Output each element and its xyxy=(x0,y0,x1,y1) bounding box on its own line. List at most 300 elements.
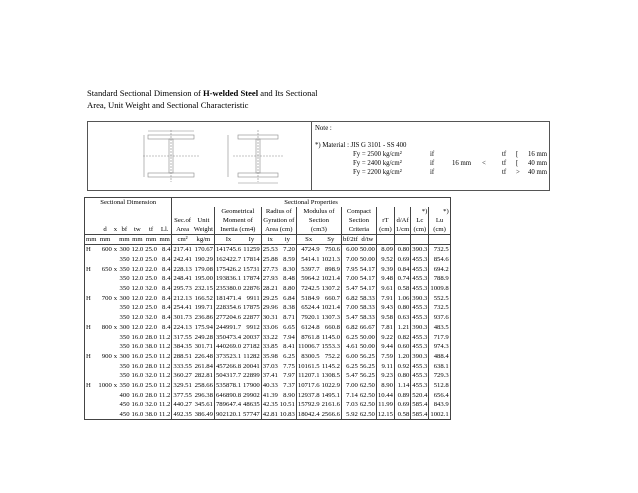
cell-bf2tf: 6.25 xyxy=(346,362,358,370)
hdr-mod-2: Section xyxy=(296,216,341,225)
cell-d: 900 xyxy=(101,352,112,360)
hdr-rad-2: Gyration of xyxy=(261,216,296,225)
cell-Lc: 390.3 xyxy=(412,323,428,331)
cell-ll: 8.4 xyxy=(158,264,172,274)
cell-bf2tf: 7.00 xyxy=(346,381,358,389)
hdr-comp-2: Section xyxy=(341,216,376,225)
section-drawing-box xyxy=(87,121,311,191)
header-row-3 xyxy=(85,216,451,225)
cell-iy: 8.71 xyxy=(279,313,297,323)
hdr-mod-3: (cm3) xyxy=(296,225,341,235)
cell-x: x xyxy=(113,381,118,389)
cell-weight: 282.81 xyxy=(194,372,213,380)
hdr-rT-unit: (cm) xyxy=(376,225,394,235)
table-row xyxy=(85,313,451,323)
cell-h: H xyxy=(85,264,98,274)
cell-iy: 8.80 xyxy=(279,284,297,294)
cell-h xyxy=(85,255,98,265)
table-row xyxy=(85,303,451,313)
cell-bf: 350 xyxy=(119,333,130,341)
cell-d xyxy=(97,371,112,381)
cell-area: 301.73 xyxy=(173,314,192,322)
limit-2: 40 mm xyxy=(528,160,548,167)
cell-dAf: 0.74 xyxy=(394,274,410,284)
cell-bf: 350 xyxy=(119,265,130,273)
hdr-mod-1: Modulus of xyxy=(296,207,341,216)
cell-Sy: 1307.2 xyxy=(321,285,340,293)
cell-dtw: 54.17 xyxy=(359,285,375,293)
cell-ll: 8.4 xyxy=(158,293,172,303)
cell-Ix: 535878.1 xyxy=(215,381,242,389)
cell-dtw: 54.17 xyxy=(359,275,375,283)
cell-tf: 25.0 xyxy=(145,275,157,283)
cell-h xyxy=(85,303,98,313)
cell-weight: 301.71 xyxy=(194,343,213,351)
cell-weight: 386.49 xyxy=(194,411,213,419)
hdr-bf: bf xyxy=(121,226,128,233)
cell-ix: 25.88 xyxy=(262,256,278,264)
cell-Lu: 1009.8 xyxy=(430,285,449,293)
cell-Sy: 660.8 xyxy=(321,323,342,333)
cell-h xyxy=(85,361,98,371)
table-row xyxy=(85,381,451,391)
cell-tf: 28.0 xyxy=(145,391,157,399)
cell-tf: 25.0 xyxy=(145,304,157,312)
cell-dAf: 0.80 xyxy=(394,371,410,381)
cell-weight: 166.52 xyxy=(194,294,213,302)
cell-bf: 350 xyxy=(119,256,130,264)
gt-sign: > xyxy=(516,169,520,176)
hdr-comp-3: Criteria xyxy=(341,225,376,235)
cell-Lu: 483.5 xyxy=(429,323,450,333)
table-row xyxy=(85,361,451,371)
hdr-unit: Unit xyxy=(193,216,215,225)
cell-ll: 8.4 xyxy=(158,284,172,294)
cell-Iy: 57747 xyxy=(243,411,260,419)
cell-ix: 37.03 xyxy=(262,362,278,370)
cell-dtw: 50.00 xyxy=(359,343,375,351)
cell-area: 212.13 xyxy=(173,294,192,302)
cell-bf2tf: 5.47 xyxy=(346,285,358,293)
cell-iy: 8.48 xyxy=(279,274,297,284)
cell-iy: 7.97 xyxy=(279,371,297,381)
cell-tw: 16.0 xyxy=(131,362,144,370)
cell-h: H xyxy=(85,381,98,391)
cell-Iy: 48635 xyxy=(243,401,260,409)
unit-cm2: cm² xyxy=(172,235,193,245)
cell-area: 254.41 xyxy=(173,304,192,312)
unit-mm-4: mm xyxy=(132,236,143,243)
cell-weight: 296.38 xyxy=(194,391,213,399)
cell-Sx: 8761.8 xyxy=(301,333,320,341)
cell-area: 224.13 xyxy=(173,323,192,331)
cell-ll: 11.2 xyxy=(158,343,171,351)
cell-ll: 8.4 xyxy=(158,313,172,323)
cell-Iy: 22899 xyxy=(243,372,260,380)
cell-bf: 350 xyxy=(119,362,130,370)
cell-iy: 6.65 xyxy=(279,323,297,333)
cell-Lc: 455.3 xyxy=(412,275,428,283)
note-box xyxy=(311,121,550,191)
cell-dtw: 58.33 xyxy=(359,304,375,312)
cell-Lu: 732.5 xyxy=(429,245,450,255)
cell-area: 377.55 xyxy=(173,391,192,399)
cell-bf2tf: 7.00 xyxy=(346,304,358,312)
hdr-sec-of: Sec.of xyxy=(174,217,192,224)
cell-Sy: 1021.3 xyxy=(321,256,340,264)
fy-1: Fy = 2500 kg/cm² xyxy=(353,151,402,158)
cell-ix: 41.39 xyxy=(262,391,278,399)
cell-Iy: 17875 xyxy=(243,304,260,312)
cell-Lu: 729.3 xyxy=(429,371,450,381)
cell-tw: 12.0 xyxy=(131,294,144,302)
cell-Ix: 162422.7 xyxy=(215,256,242,264)
cell-ix: 29.25 xyxy=(262,294,278,302)
table-row xyxy=(85,342,451,352)
cell-Sx: 10717.6 xyxy=(297,381,320,389)
cell-dtw: 62.50 xyxy=(359,381,375,389)
cell-Sy: 1022.9 xyxy=(321,381,340,389)
cell-tf: 32.0 xyxy=(145,372,157,380)
cell-Lu: 488.4 xyxy=(429,352,450,362)
cell-bf: 350 xyxy=(119,314,130,322)
cell-Sy: 1308.5 xyxy=(321,372,340,380)
hdr-geom-3: Inertia (cm4) xyxy=(214,225,261,235)
cell-dAf: 0.80 xyxy=(394,245,410,255)
cell-iy: 7.37 xyxy=(279,381,297,391)
cell-tf: 28.0 xyxy=(145,362,157,370)
cell-Sy: 1021.4 xyxy=(321,304,340,312)
cell-ix: 37.41 xyxy=(262,372,278,380)
cell-iy: 8.38 xyxy=(279,303,297,313)
cell-iy: 10.83 xyxy=(279,411,295,419)
table-row xyxy=(85,245,451,255)
cell-iy: 8.30 xyxy=(279,264,297,274)
cell-d xyxy=(97,332,112,342)
cell-Sy: 2566.6 xyxy=(321,411,340,419)
cell-Ix: 902120.1 xyxy=(215,411,242,419)
cell-ll: 8.4 xyxy=(158,303,172,313)
cell-dAf: 1.14 xyxy=(394,381,410,391)
cell-Lc: 455.3 xyxy=(412,362,428,370)
cell-bf: 350 xyxy=(119,285,130,293)
if-2: if xyxy=(430,160,435,167)
cell-h xyxy=(85,313,98,323)
cell-Lu: 843.9 xyxy=(429,400,450,410)
cell-tw: 16.0 xyxy=(131,391,144,399)
cell-tw: 16.0 xyxy=(131,352,144,360)
hdr-tf: tf xyxy=(149,226,154,233)
cell-rT: 9.11 xyxy=(376,361,394,371)
cell-ll: 8.4 xyxy=(158,245,172,255)
cell-bf: 450 xyxy=(119,401,130,409)
cell-area: 248.41 xyxy=(173,275,192,283)
cell-dAf: 0.58 xyxy=(394,410,410,420)
cell-Lu: 937.6 xyxy=(429,313,450,323)
cell-h xyxy=(85,390,98,400)
cell-area: 333.55 xyxy=(173,362,192,370)
cell-tw: 12.0 xyxy=(131,304,144,312)
lt-sign: < xyxy=(482,160,486,167)
hdr-area: Area xyxy=(176,226,190,233)
cell-dtw: 62.50 xyxy=(359,411,375,419)
cell-dtw: 56.25 xyxy=(359,362,375,370)
cell-area: 440.27 xyxy=(173,401,192,409)
cell-d xyxy=(97,255,112,265)
unit-mm-1: mm xyxy=(86,236,97,243)
cell-rT: 9.48 xyxy=(376,274,394,284)
cell-Sx: 5397.7 xyxy=(301,265,320,273)
cell-h xyxy=(85,400,98,410)
cell-Lc: 520.4 xyxy=(412,391,428,399)
cell-rT: 9.43 xyxy=(376,303,394,313)
table-row xyxy=(85,390,451,400)
cell-rT: 9.22 xyxy=(376,332,394,342)
cell-dtw: 54.17 xyxy=(359,265,375,273)
cell-Sy: 1495.1 xyxy=(321,391,340,399)
cell-tf: 25.0 xyxy=(145,352,157,360)
cell-rT: 7.59 xyxy=(376,352,394,362)
hdr-sectional-properties: Sectional Properties xyxy=(172,198,450,208)
if-3: if xyxy=(430,169,435,176)
cell-bf2tf: 6.82 xyxy=(346,323,358,331)
cell-dAf: 0.69 xyxy=(394,400,410,410)
cell-ix: 33.85 xyxy=(262,343,278,351)
cell-bf: 300 xyxy=(119,294,130,302)
hdr-geom-1: Geometrical xyxy=(214,207,261,216)
cell-bf2tf: 6.25 xyxy=(346,333,358,341)
cell-iy: 8.59 xyxy=(279,255,297,265)
cell-Lu: 512.8 xyxy=(429,381,450,391)
cell-Iy: 9912 xyxy=(242,323,261,333)
cell-dtw: 58.33 xyxy=(359,294,375,302)
cell-x: x xyxy=(113,265,118,273)
header-row-1 xyxy=(85,198,451,208)
table-row xyxy=(85,410,451,420)
table-row xyxy=(85,255,451,265)
cell-Lc: 455.3 xyxy=(412,314,428,322)
cell-ll: 11.2 xyxy=(158,333,171,341)
cell-Sy: 752.2 xyxy=(321,352,342,362)
cell-bf2tf: 5.92 xyxy=(341,410,358,420)
cell-ll: 8.4 xyxy=(158,323,172,333)
table-row xyxy=(85,352,451,362)
cell-Sx: 8300.5 xyxy=(301,352,320,360)
cell-Lu: 694.2 xyxy=(429,264,450,274)
cell-Iy: 17900 xyxy=(243,381,260,389)
hdr-ll: Ll. xyxy=(158,225,172,235)
cell-Sx: 10161.5 xyxy=(297,362,320,370)
cell-Ix: 181471.4 xyxy=(215,294,242,302)
cell-weight: 226.48 xyxy=(194,352,213,360)
cell-Sx: 18042.4 xyxy=(297,411,320,419)
cell-Iy: 27182 xyxy=(243,343,260,351)
hdr-dAf: d/Af xyxy=(394,216,410,225)
hdr-ix-small: ix xyxy=(261,235,279,245)
cell-Ix: 228354.6 xyxy=(215,304,242,312)
cell-Sx: 7920.1 xyxy=(301,314,320,322)
cell-d: 650 xyxy=(101,265,112,273)
hdr-sectional-dimension: Sectional Dimension xyxy=(85,198,172,208)
table-row xyxy=(85,371,451,381)
cell-Lu: 638.1 xyxy=(429,361,450,371)
unit-mm-5: mm xyxy=(145,236,157,243)
cell-Iy: 15731 xyxy=(243,265,260,273)
cell-tf: 32.0 xyxy=(145,401,157,409)
cell-Sy: 1021.4 xyxy=(321,275,340,283)
cell-d xyxy=(97,342,112,352)
cell-x: x xyxy=(113,352,118,360)
cell-Ix: 235380.0 xyxy=(215,285,242,293)
section-table xyxy=(84,197,451,420)
cell-Sy: 750.6 xyxy=(321,245,342,255)
cell-ix: 33.06 xyxy=(262,323,278,331)
mid-limit: 16 mm xyxy=(452,160,472,167)
hdr-Sy: Sy xyxy=(321,235,342,245)
table-row xyxy=(85,293,451,303)
cell-tf: 38.0 xyxy=(145,411,157,419)
if-1: if xyxy=(430,151,435,158)
cell-Sx: 11207.1 xyxy=(298,372,320,380)
cell-tw: 16.0 xyxy=(131,343,144,351)
cell-tw: 12.0 xyxy=(131,256,144,264)
cell-ix: 30.31 xyxy=(262,314,278,322)
page-title xyxy=(87,87,318,111)
cell-dAf: 0.82 xyxy=(394,332,410,342)
limit-3: 40 mm xyxy=(528,169,548,176)
cell-iy: 10.51 xyxy=(279,401,295,409)
cell-Lu: 656.4 xyxy=(429,390,450,400)
cell-bf: 350 xyxy=(119,343,130,351)
cell-tw: 16.0 xyxy=(131,381,144,389)
cell-Ix: 373523.1 xyxy=(215,352,242,360)
cell-weight: 179.08 xyxy=(194,265,213,273)
cell-bf2tf: 4.61 xyxy=(346,343,358,351)
cell-area: 329.51 xyxy=(173,381,192,389)
cell-ix: 27.93 xyxy=(262,275,278,283)
title-line2: Area, Unit Weight and Sectional Characteristic xyxy=(87,100,249,110)
cell-dAf: 1.06 xyxy=(394,293,410,303)
cell-Sy: 1553.3 xyxy=(321,343,340,351)
table-row xyxy=(85,274,451,284)
cell-ix: 42.81 xyxy=(262,411,278,419)
tf-2: tf xyxy=(502,160,507,167)
cell-tw: 16.0 xyxy=(131,333,144,341)
cell-weight: 175.94 xyxy=(194,323,213,331)
table-row xyxy=(85,400,451,410)
cell-bf2tf: 5.47 xyxy=(346,314,358,322)
cell-ix: 27.73 xyxy=(262,265,278,273)
cell-Iy: 11282 xyxy=(243,352,260,360)
cell-Ix: 141745.6 xyxy=(215,246,242,254)
fy-3: Fy = 2200 kg/cm² xyxy=(353,169,402,176)
hdr-x: x xyxy=(113,226,118,233)
cell-iy: 7.75 xyxy=(279,361,297,371)
cell-tf: 22.0 xyxy=(145,265,157,273)
cell-Sy: 1145.0 xyxy=(321,333,340,341)
cell-rT: 9.52 xyxy=(376,255,394,265)
cell-ix: 29.96 xyxy=(262,304,278,312)
cell-iy: 7.94 xyxy=(279,332,297,342)
cell-dtw: 50.00 xyxy=(359,246,375,254)
cell-Lc: 585.4 xyxy=(412,411,428,419)
cell-Lu: 732.5 xyxy=(429,303,450,313)
cell-dtw: 62.50 xyxy=(359,401,375,409)
cell-bf: 450 xyxy=(119,411,130,419)
cell-area: 242.41 xyxy=(173,256,192,264)
unit-kgm: kg/m xyxy=(193,235,215,245)
cell-Lc: 455.3 xyxy=(412,304,428,312)
cell-Lu: 974.3 xyxy=(429,342,450,352)
cell-area: 228.13 xyxy=(173,265,192,273)
cell-rT: 8.90 xyxy=(376,381,394,391)
cell-d xyxy=(97,390,112,400)
cell-weight: 236.86 xyxy=(194,314,213,322)
cell-tw: 16.0 xyxy=(131,401,144,409)
cell-Sx: 7242.5 xyxy=(301,285,320,293)
cell-Sx: 11006.7 xyxy=(298,343,320,351)
cell-ix: 25.53 xyxy=(262,246,278,254)
hdr-rad-1: Radius of xyxy=(261,207,296,216)
cell-Iy: 17814 xyxy=(243,256,260,264)
cell-d: 700 xyxy=(101,294,112,302)
fy-2: Fy = 2400 kg/cm² xyxy=(353,160,402,167)
cell-tw: 12.0 xyxy=(131,314,144,322)
cell-weight: 199.71 xyxy=(194,304,213,312)
cell-dAf: 1.20 xyxy=(394,352,410,362)
cell-Sx: 5964.2 xyxy=(301,275,320,283)
cell-Lc: 455.3 xyxy=(412,333,428,341)
header-row-5 xyxy=(85,235,451,245)
cell-Ix: 440269.0 xyxy=(215,343,242,351)
cell-x: x xyxy=(113,246,118,254)
cell-tw: 16.0 xyxy=(131,372,144,380)
cell-area: 384.35 xyxy=(173,343,192,351)
cell-dtw: 62.50 xyxy=(359,391,375,399)
hdr-Lc: Lc xyxy=(411,216,429,225)
cell-tw: 12.0 xyxy=(131,323,144,331)
hdr-star-lu: *) xyxy=(429,207,450,216)
cell-tf: 25.0 xyxy=(145,256,157,264)
cell-bf: 350 xyxy=(119,304,130,312)
cell-bf2tf: 7.00 xyxy=(346,275,358,283)
bracket-1: [ xyxy=(516,151,519,158)
cell-rT: 7.91 xyxy=(376,293,394,303)
cell-ix: 33.22 xyxy=(262,333,278,341)
material-note: *) Material : JIS G 3101 - SS 400 xyxy=(315,142,407,149)
cell-iy: 7.20 xyxy=(279,245,297,255)
note-label: Note : xyxy=(315,125,332,132)
cell-bf: 300 xyxy=(119,323,130,331)
cell-Iy: 22877 xyxy=(243,314,260,322)
cell-h: H xyxy=(85,323,98,333)
hdr-weight: Weight xyxy=(193,226,213,233)
cell-ix: 28.21 xyxy=(262,285,278,293)
cell-Lc: 455.3 xyxy=(412,372,428,380)
cell-bf: 350 xyxy=(119,275,130,283)
cell-tw: 12.0 xyxy=(131,285,144,293)
cell-Lc: 455.3 xyxy=(412,285,428,293)
cell-rT: 9.58 xyxy=(376,313,394,323)
cell-dAf: 0.69 xyxy=(394,255,410,265)
cell-d: 1000 xyxy=(98,381,112,389)
cell-d xyxy=(97,284,112,294)
cell-area: 360.27 xyxy=(173,372,192,380)
cell-tw: 12.0 xyxy=(131,246,144,254)
cell-tf: 25.0 xyxy=(145,246,157,254)
cell-ll: 11.2 xyxy=(158,352,171,360)
cell-area: 492.35 xyxy=(173,411,192,419)
